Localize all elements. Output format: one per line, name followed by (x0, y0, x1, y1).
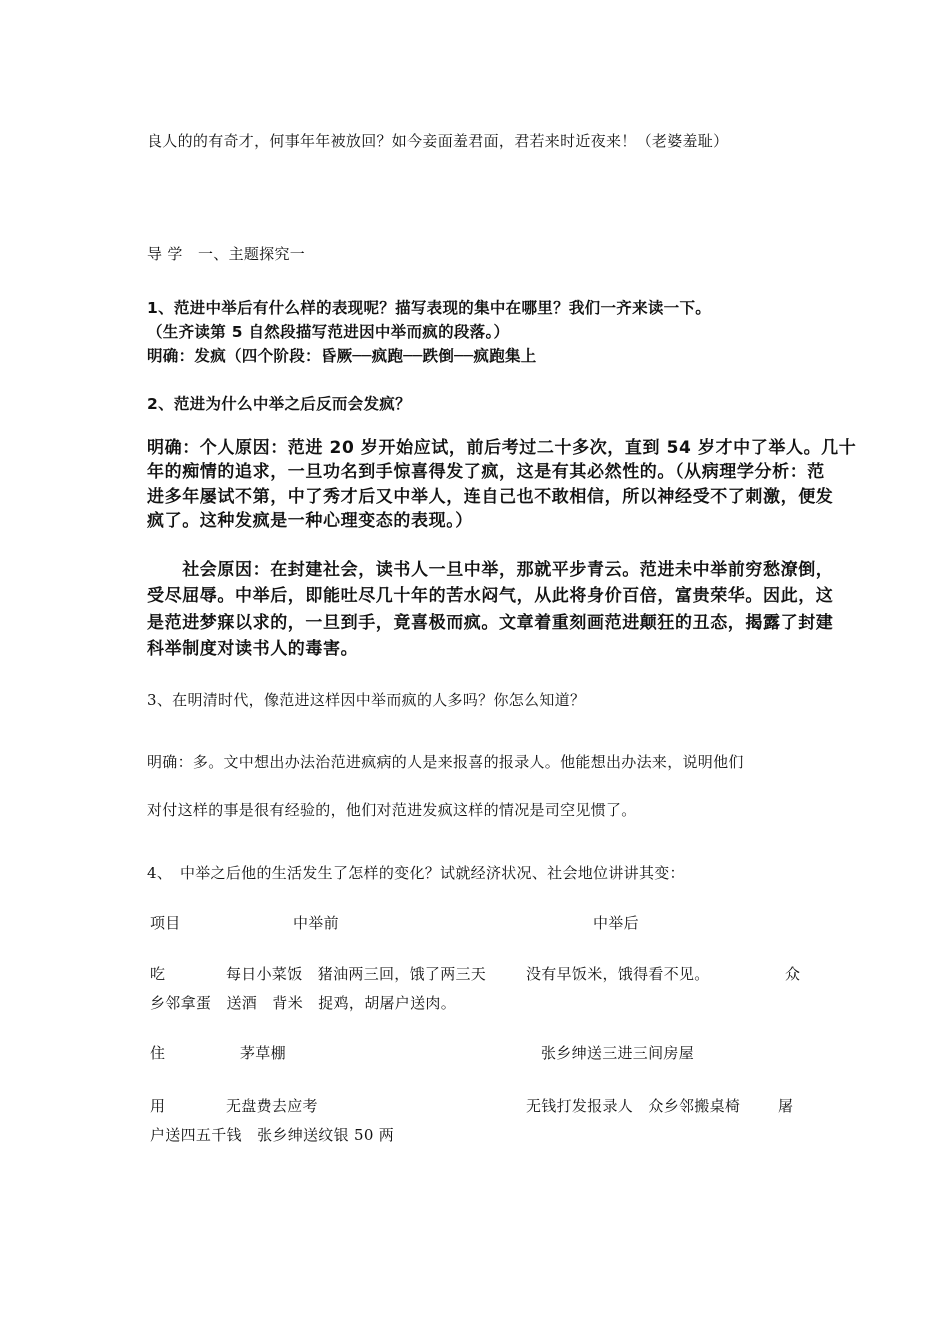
table-row-before: 茅草棚 (240, 1044, 286, 1062)
table-row-item: 吃 (150, 965, 166, 983)
answer-3-line: 明确：多。文中想出办法治范进疯病的人是来报喜的报录人。他能想出办法来，说明他们 (147, 753, 744, 771)
answer-2-social-line: 科举制度对读书人的毒害。 (147, 639, 359, 659)
answer-2-social-line: 社会原因：在封建社会，读书人一旦中举，那就平步青云。范进未中举前穷愁潦倒， (147, 560, 834, 580)
answer-2-social-line: 是范进梦寐以求的，一旦到手，竟喜极而疯。文章着重刻画范进颠狂的丑态，揭露了封建 (147, 613, 834, 633)
answer-3-line: 对付这样的事是很有经验的，他们对范进发疯这样的情况是司空见惯了。 (147, 801, 637, 819)
table-row-before: 无盘费去应考 (226, 1097, 318, 1115)
question-3: 3、在明清时代，像范进这样因中举而疯的人多吗？你怎么知道？ (147, 691, 586, 709)
table-row-item: 用 (150, 1097, 166, 1115)
answer-2-personal-line: 进多年屡试不第，中了秀才后又中举人，连自己也不敢相信，所以神经受不了刺激，便发 (147, 487, 834, 507)
intro-poem-line: 良人的的有奇才，何事年年被放回？如今妾面羞君面，君若来时近夜来！（老婆羞耻） (147, 132, 729, 150)
table-row-after: 张乡绅送三进三间房屋 (541, 1044, 695, 1062)
table-header-before: 中举前 (293, 914, 339, 932)
table-row-item: 住 (150, 1044, 166, 1062)
table-row-continuation: 户送四五千钱 张乡绅送纹银 50 两 (150, 1126, 395, 1144)
question-1: 1、范进中举后有什么样的表现呢？描写表现的集中在哪里？我们一齐来读一下。 (147, 299, 712, 317)
question-1-answer: 明确：发疯（四个阶段：昏厥──疯跑──跌倒──疯跑集上 (147, 347, 537, 365)
question-2: 2、范进为什么中举之后反而会发疯？ (147, 395, 411, 413)
table-row-after-tail: 众 (785, 965, 801, 983)
answer-2-social-line: 受尽屈辱。中举后，即能吐尽几十年的苦水闷气，从此将身价百倍，富贵荣华。因此，这 (147, 586, 834, 606)
table-row-continuation: 乡邻拿蛋 送酒 背米 捉鸡，胡屠户送肉。 (150, 994, 457, 1012)
table-header-item: 项目 (150, 914, 181, 932)
table-row-after-tail: 屠 (778, 1097, 794, 1115)
table-row-before: 每日小菜饭 猪油两三回，饿了两三天 (226, 965, 487, 983)
answer-2-personal-line: 明确：个人原因：范进 20 岁开始应试，前后考过二十多次，直到 54 岁才中了举人。几十 (147, 438, 857, 458)
table-row-after: 没有早饭米，饿得看不见。 (526, 965, 710, 983)
table-header-after: 中举后 (593, 914, 639, 932)
table-row-after: 无钱打发报录人 众乡邻搬桌椅 (526, 1097, 741, 1115)
answer-2-personal-line: 疯了。这种发疯是一种心理变态的表现。） (147, 511, 473, 531)
question-4: 4、 中举之后他的生活发生了怎样的变化？试就经济状况、社会地位讲讲其变： (147, 864, 685, 882)
section-heading: 导 学 一、主题探究一 (147, 245, 306, 263)
answer-2-personal-line: 年的痴情的追求，一旦功名到手惊喜得发了疯，这是有其必然性的。（从病理学分析：范 (147, 462, 825, 482)
question-1-note: （生齐读第 5 自然段描写范进因中举而疯的段落。） (147, 323, 510, 341)
